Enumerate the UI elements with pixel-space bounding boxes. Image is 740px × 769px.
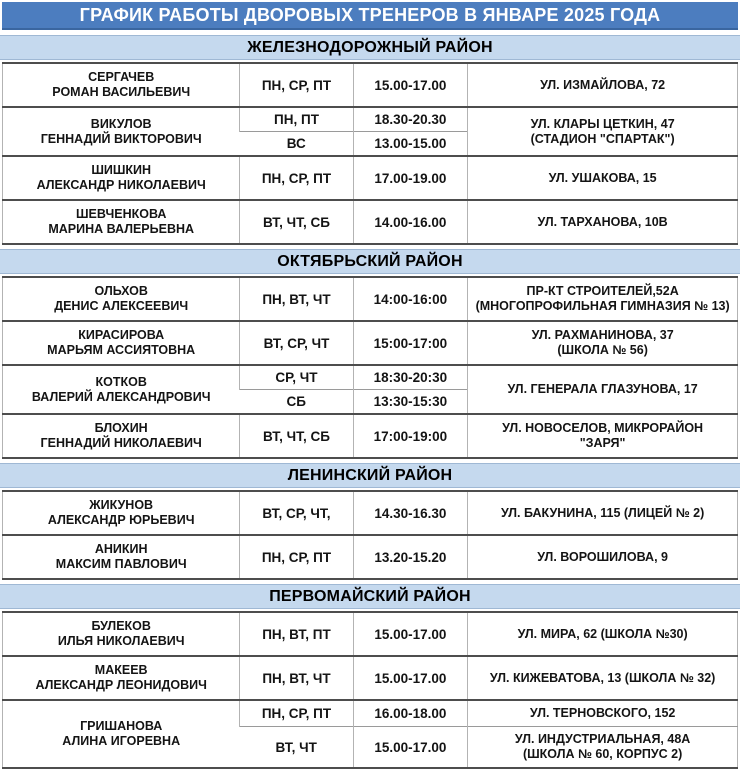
text-line: (МНОГОПРОФИЛЬНАЯ ГИМНАЗИЯ № 13) bbox=[475, 299, 730, 313]
text-line: БУЛЕКОВ bbox=[91, 619, 151, 633]
text-line: ГЕННАДИЙ ВИКТОРОВИЧ bbox=[40, 131, 202, 146]
text-line: АЛЕКСАНДР ЮРЬЕВИЧ bbox=[47, 513, 195, 527]
text-line: "ЗАРЯ" bbox=[579, 436, 626, 450]
work-days: СР, ЧТ bbox=[240, 365, 353, 390]
work-days: ПН, СР, ПТ bbox=[240, 535, 353, 579]
table-row bbox=[3, 365, 738, 390]
work-days: ВТ, ЧТ, СБ bbox=[240, 414, 353, 458]
trainer-name bbox=[3, 491, 240, 535]
text-line: МАКЕЕВ bbox=[94, 663, 148, 677]
section-table-1 bbox=[2, 62, 738, 245]
text-line: УЛ. ГЕНЕРАЛА ГЛАЗУНОВА, 17 bbox=[507, 382, 698, 396]
table-row bbox=[3, 535, 738, 579]
table-row bbox=[3, 156, 738, 200]
text-line: ШЕВЧЕНКОВА bbox=[76, 207, 167, 221]
schedule-sections bbox=[0, 30, 740, 769]
address bbox=[468, 200, 738, 244]
text-line: БЛОХИН bbox=[94, 421, 148, 435]
text-line: МАРИНА ВАЛЕРЬЕВНА bbox=[48, 222, 195, 236]
table-row bbox=[3, 612, 738, 656]
address bbox=[468, 321, 738, 365]
work-days: СБ bbox=[240, 390, 353, 415]
table-row bbox=[3, 107, 738, 132]
table-row bbox=[3, 321, 738, 365]
section-table-4 bbox=[2, 611, 738, 769]
text-line: МАКСИМ ПАВЛОВИЧ bbox=[55, 557, 187, 571]
work-days: ВТ, СР, ЧТ, bbox=[240, 491, 353, 535]
work-time: 15:00-17:00 bbox=[353, 321, 468, 365]
text-line: (ШКОЛА № 60, КОРПУС 2) bbox=[522, 747, 683, 761]
text-line: ИЛЬЯ НИКОЛАЕВИЧ bbox=[57, 634, 185, 648]
trainer-name bbox=[3, 656, 240, 700]
text-line: УЛ. ИЗМАЙЛОВА, 72 bbox=[540, 77, 666, 92]
trainer-name bbox=[3, 414, 240, 458]
table-row bbox=[3, 491, 738, 535]
trainer-name bbox=[3, 321, 240, 365]
text-line: ГРИШАНОВА bbox=[80, 719, 163, 733]
text-line: УЛ. РАХМАНИНОВА, 37 bbox=[531, 328, 674, 342]
work-time: 15.00-17.00 bbox=[353, 727, 468, 769]
table-row bbox=[3, 414, 738, 458]
trainer-name bbox=[3, 365, 240, 414]
trainer-name bbox=[3, 277, 240, 321]
work-time: 15.00-17.00 bbox=[353, 656, 468, 700]
text-line: ШИШКИН bbox=[91, 163, 152, 177]
work-time: 15.00-17.00 bbox=[353, 612, 468, 656]
text-line: АНИКИН bbox=[94, 542, 148, 556]
work-time: 14.30-16.30 bbox=[353, 491, 468, 535]
section-table-3 bbox=[2, 490, 738, 580]
work-time: 13.00-15.00 bbox=[353, 132, 468, 157]
table-row bbox=[3, 700, 738, 727]
text-line: УЛ. НОВОСЕЛОВ, МИКРОРАЙОН bbox=[502, 421, 704, 435]
text-line: АЛЕКСАНДР НИКОЛАЕВИЧ bbox=[36, 178, 206, 192]
text-line: УЛ. ТЕРНОВСКОГО, 152 bbox=[529, 706, 676, 720]
text-line: УЛ. МИРА, 62 (ШКОЛА №30) bbox=[517, 626, 688, 641]
text-line: ОЛЬХОВ bbox=[94, 284, 148, 298]
text-line: УЛ. УШАКОВА, 15 bbox=[548, 170, 657, 185]
address bbox=[468, 63, 738, 107]
section-table-2 bbox=[2, 276, 738, 459]
address bbox=[468, 365, 738, 414]
work-days: ПН, ПТ bbox=[240, 107, 353, 132]
work-time: 17.00-19.00 bbox=[353, 156, 468, 200]
address bbox=[468, 727, 738, 769]
address bbox=[468, 414, 738, 458]
table-row bbox=[3, 63, 738, 107]
address bbox=[468, 612, 738, 656]
section-header-3: ЛЕНИНСКИЙ РАЙОН bbox=[0, 463, 740, 488]
page-title: ГРАФИК РАБОТЫ ДВОРОВЫХ ТРЕНЕРОВ В ЯНВАРЕ 2025 ГОДА bbox=[2, 2, 738, 30]
text-line: АЛЕКСАНДР ЛЕОНИДОВИЧ bbox=[35, 678, 207, 692]
work-days: ВТ, ЧТ, СБ bbox=[240, 200, 353, 244]
table-row bbox=[3, 200, 738, 244]
work-days: ПН, СР, ПТ bbox=[240, 156, 353, 200]
text-line: АЛИНА ИГОРЕВНА bbox=[62, 734, 181, 748]
work-time: 17:00-19:00 bbox=[353, 414, 468, 458]
work-days: ПН, ВТ, ЧТ bbox=[240, 656, 353, 700]
text-line: ГЕННАДИЙ НИКОЛАЕВИЧ bbox=[40, 436, 202, 450]
address bbox=[468, 107, 738, 156]
text-line: УЛ. ТАРХАНОВА, 10В bbox=[537, 214, 668, 229]
work-days: ПН, ВТ, ПТ bbox=[240, 612, 353, 656]
address bbox=[468, 156, 738, 200]
work-time: 14.00-16.00 bbox=[353, 200, 468, 244]
text-line: УЛ. КЛАРЫ ЦЕТКИН, 47 bbox=[530, 116, 675, 131]
address bbox=[468, 491, 738, 535]
address bbox=[468, 535, 738, 579]
work-time: 14:00-16:00 bbox=[353, 277, 468, 321]
trainer-name bbox=[3, 535, 240, 579]
text-line: УЛ. КИЖЕВАТОВА, 13 (ШКОЛА № 32) bbox=[489, 670, 716, 685]
work-days: ВТ, ЧТ bbox=[240, 727, 353, 769]
text-line: УЛ. БАКУНИНА, 115 (ЛИЦЕЙ № 2) bbox=[500, 505, 705, 520]
trainer-name bbox=[3, 63, 240, 107]
trainer-name bbox=[3, 200, 240, 244]
work-time: 18.30-20.30 bbox=[353, 107, 468, 132]
text-line: (ШКОЛА № 56) bbox=[557, 343, 648, 357]
table-row bbox=[3, 656, 738, 700]
section-header-2: ОКТЯБРЬСКИЙ РАЙОН bbox=[0, 249, 740, 274]
work-days: ВС bbox=[240, 132, 353, 157]
work-days: ПН, СР, ПТ bbox=[240, 700, 353, 727]
text-line: УЛ. ИНДУСТРИАЛЬНАЯ, 48А bbox=[514, 732, 691, 746]
text-line: ПР-КТ СТРОИТЕЛЕЙ,52А bbox=[526, 284, 679, 298]
text-line: (СТАДИОН "СПАРТАК") bbox=[530, 131, 675, 146]
trainer-name bbox=[3, 107, 240, 156]
work-days: ПН, ВТ, ЧТ bbox=[240, 277, 353, 321]
text-line: МАРЬЯМ АССИЯТОВНА bbox=[47, 343, 196, 357]
text-line: ВАЛЕРИЙ АЛЕКСАНДРОВИЧ bbox=[31, 389, 211, 404]
text-line: КОТКОВ bbox=[95, 374, 147, 389]
work-time: 15.00-17.00 bbox=[353, 63, 468, 107]
trainer-name bbox=[3, 700, 240, 768]
section-header-1: ЖЕЛЕЗНОДОРОЖНЫЙ РАЙОН bbox=[0, 35, 740, 60]
work-days: ВТ, СР, ЧТ bbox=[240, 321, 353, 365]
work-time: 16.00-18.00 bbox=[353, 700, 468, 727]
work-time: 18:30-20:30 bbox=[353, 365, 468, 390]
text-line: ЖИКУНОВ bbox=[89, 498, 154, 512]
address bbox=[468, 656, 738, 700]
work-time: 13:30-15:30 bbox=[353, 390, 468, 415]
work-days: ПН, СР, ПТ bbox=[240, 63, 353, 107]
address bbox=[468, 277, 738, 321]
text-line: СЕРГАЧЕВ bbox=[88, 70, 155, 84]
text-line: КИРАСИРОВА bbox=[78, 328, 165, 342]
text-line: ДЕНИС АЛЕКСЕЕВИЧ bbox=[54, 299, 189, 313]
table-row bbox=[3, 277, 738, 321]
trainer-name bbox=[3, 156, 240, 200]
text-line: ВИКУЛОВ bbox=[90, 116, 152, 131]
trainer-name bbox=[3, 612, 240, 656]
text-line: УЛ. ВОРОШИЛОВА, 9 bbox=[537, 549, 668, 564]
address bbox=[468, 700, 738, 727]
work-time: 13.20-15.20 bbox=[353, 535, 468, 579]
section-header-4: ПЕРВОМАЙСКИЙ РАЙОН bbox=[0, 584, 740, 609]
text-line: РОМАН ВАСИЛЬЕВИЧ bbox=[52, 85, 191, 99]
